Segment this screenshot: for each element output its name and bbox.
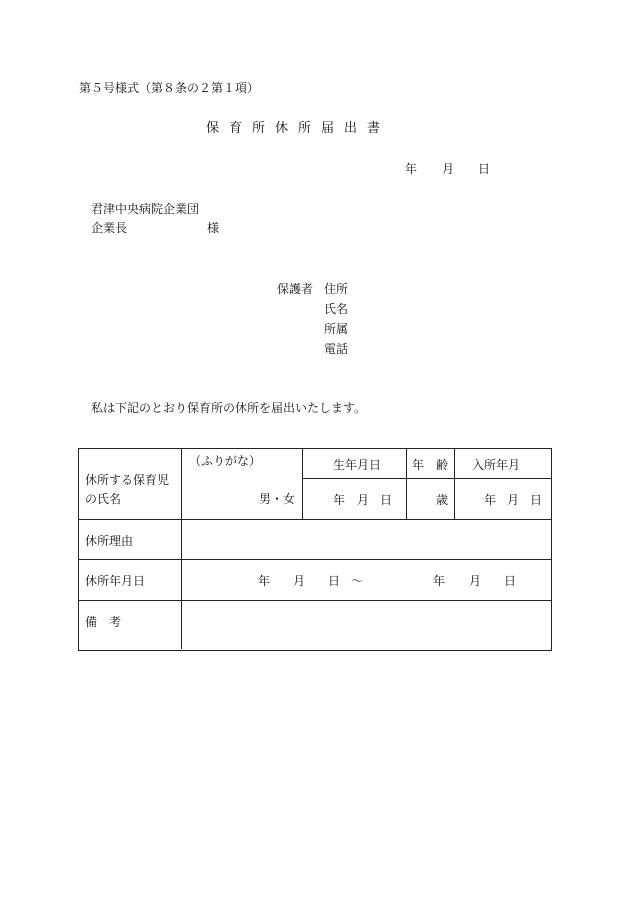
period-label: 休所年月日 [85,574,146,588]
statement: 私は下記のとおり保育所の休所を届出いたします。 [91,401,367,415]
col-divider [181,448,182,649]
period-tilde: ～ [351,574,364,588]
col-divider [454,448,455,519]
period-from-month: 月 [293,574,306,588]
row-divider [78,600,552,601]
birth-header: 生年月日 [333,458,382,472]
form-number: 第５号様式（第８条の２第１項） [79,81,260,95]
period-from-year: 年 [258,574,271,588]
entry-month: 月 [507,493,520,507]
period-from-day: 日 [328,574,341,588]
birth-day: 日 [380,493,393,507]
guardian-phone-label: 電話 [324,342,349,356]
row-divider [78,559,552,560]
date-day: 日 [478,162,491,176]
birth-year: 年 [333,493,346,507]
page-title: 保育所休所届出書 [206,121,391,136]
guardian-address-label: 住所 [324,282,349,296]
addressee-org: 君津中央病院企業団 [91,202,200,216]
period-to-day: 日 [504,574,517,588]
child-label-line2: の氏名 [85,492,122,506]
entry-year: 年 [484,493,497,507]
remarks-label-1: 備 [85,615,98,629]
child-label-line1: 休所する保育児 [85,473,170,487]
remarks-label-2: 考 [109,615,122,629]
date-month: 月 [442,162,455,176]
addressee-title: 企業長 [91,221,128,235]
col-divider [302,448,303,519]
entry-day: 日 [530,493,543,507]
period-to-year: 年 [433,574,446,588]
period-to-month: 月 [469,574,482,588]
addressee-honorific: 様 [207,221,220,235]
guardian-name-label: 氏名 [324,302,349,316]
guardian-heading: 保護者 [277,282,314,296]
reason-label: 休所理由 [85,534,134,548]
row-divider [302,478,552,479]
age-header-2: 齢 [436,458,449,472]
furigana-label: （ふりがな） [189,454,262,468]
gender-options: 男・女 [259,492,296,506]
col-divider [406,448,407,519]
entry-header: 入所年月 [472,458,521,472]
birth-month: 月 [357,493,370,507]
row-divider [78,519,552,520]
guardian-affiliation-label: 所属 [324,322,349,336]
age-header-1: 年 [412,458,425,472]
date-year: 年 [405,162,418,176]
age-unit: 歳 [436,493,449,507]
